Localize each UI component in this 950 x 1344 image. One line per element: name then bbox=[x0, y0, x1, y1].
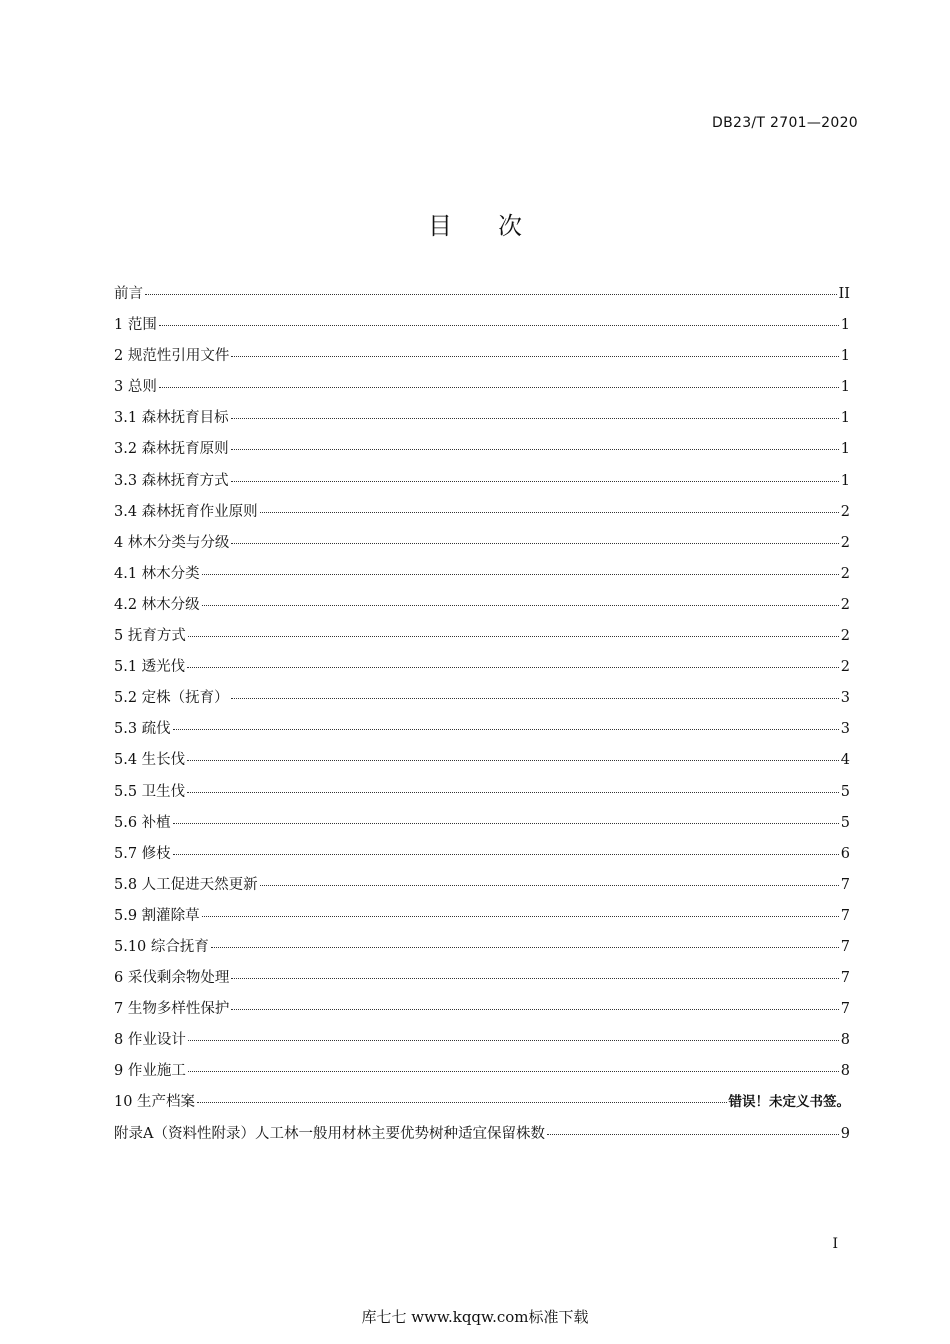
toc-entry[interactable] bbox=[114, 500, 850, 531]
dot-leader bbox=[231, 481, 839, 482]
toc-entry-label: 5.3 疏伐 bbox=[114, 721, 171, 738]
toc-entry-page: 7 bbox=[840, 876, 850, 893]
dot-leader bbox=[159, 387, 839, 388]
toc-entry[interactable] bbox=[114, 655, 850, 686]
toc-entry-page: 1 bbox=[840, 348, 850, 365]
toc-entry-page: 7 bbox=[840, 1001, 850, 1018]
toc-entry-page: 6 bbox=[840, 845, 850, 862]
page-number: I bbox=[832, 1236, 838, 1252]
toc-entry-label: 5.6 补植 bbox=[114, 814, 171, 831]
toc-entry-label: 前言 bbox=[114, 286, 143, 302]
toc-entry-label: 9 作业施工 bbox=[114, 1063, 186, 1080]
toc-entry[interactable] bbox=[114, 344, 850, 375]
toc-entry-label: 5.1 透光伐 bbox=[114, 659, 186, 676]
dot-leader bbox=[173, 729, 839, 730]
toc-entry[interactable] bbox=[114, 1028, 850, 1059]
toc-entry[interactable] bbox=[114, 873, 850, 904]
toc-entry-page: 1 bbox=[840, 472, 850, 489]
toc-entry-label: 3.4 森林抚育作业原则 bbox=[114, 503, 258, 520]
toc-entry-page: 2 bbox=[840, 534, 850, 551]
footer-watermark: 库七七 www.kqqw.com标准下载 bbox=[361, 1308, 589, 1326]
toc-entry[interactable] bbox=[114, 282, 850, 313]
toc-entry[interactable] bbox=[114, 562, 850, 593]
toc-entry-label: 6 采伐剩余物处理 bbox=[114, 970, 230, 987]
toc-entry-label: 10 生产档案 bbox=[114, 1094, 196, 1111]
toc-entry[interactable] bbox=[114, 997, 850, 1028]
toc-entry-page: 4 bbox=[840, 752, 850, 769]
toc-entry[interactable] bbox=[114, 437, 850, 468]
dot-leader bbox=[173, 823, 839, 824]
toc-entry-page: 8 bbox=[840, 1063, 850, 1080]
dot-leader bbox=[231, 543, 838, 544]
dot-leader bbox=[187, 760, 839, 761]
toc-entry-page: 2 bbox=[840, 596, 850, 613]
table-of-contents bbox=[114, 282, 850, 1153]
dot-leader bbox=[159, 325, 839, 326]
toc-entry[interactable] bbox=[114, 811, 850, 842]
dot-leader bbox=[202, 574, 839, 575]
dot-leader bbox=[202, 916, 839, 917]
doc-code: DB23/T 2701—2020 bbox=[712, 115, 858, 131]
toc-entry-label: 5.2 定株（抚育） bbox=[114, 690, 229, 707]
dot-leader bbox=[145, 294, 837, 295]
toc-entry-label: 附录A（资料性附录）人工林一般用材林主要优势树种适宜保留株数 bbox=[114, 1125, 545, 1142]
toc-entry[interactable] bbox=[114, 966, 850, 997]
dot-leader bbox=[173, 854, 839, 855]
toc-entry-page: 2 bbox=[840, 659, 850, 676]
dot-leader bbox=[231, 449, 839, 450]
dot-leader bbox=[197, 1102, 726, 1103]
toc-entry-label: 5.7 修枝 bbox=[114, 845, 171, 862]
dot-leader bbox=[187, 667, 839, 668]
toc-entry-page: 3 bbox=[840, 721, 850, 738]
toc-entry-label: 5 抚育方式 bbox=[114, 628, 186, 645]
dot-leader bbox=[260, 885, 839, 886]
dot-leader bbox=[231, 698, 839, 699]
toc-entry[interactable] bbox=[114, 313, 850, 344]
toc-entry-label: 4.2 林木分级 bbox=[114, 596, 200, 613]
toc-entry[interactable] bbox=[114, 717, 850, 748]
toc-entry-label: 7 生物多样性保护 bbox=[114, 1001, 230, 1018]
toc-entry-page: 错误！未定义书签。 bbox=[728, 1094, 850, 1111]
toc-entry[interactable] bbox=[114, 593, 850, 624]
dot-leader bbox=[231, 1009, 838, 1010]
toc-entry-page: 2 bbox=[840, 503, 850, 520]
toc-entry-page: 7 bbox=[840, 907, 850, 924]
toc-entry-label: 4.1 林木分类 bbox=[114, 565, 200, 582]
toc-entry[interactable] bbox=[114, 375, 850, 406]
toc-entry[interactable] bbox=[114, 469, 850, 500]
dot-leader bbox=[202, 605, 839, 606]
toc-entry-label: 1 范围 bbox=[114, 317, 157, 334]
dot-leader bbox=[547, 1134, 839, 1135]
dot-leader bbox=[231, 418, 839, 419]
dot-leader bbox=[231, 978, 838, 979]
toc-entry-page: 1 bbox=[840, 410, 850, 427]
toc-entry-page: 5 bbox=[840, 783, 850, 800]
toc-entry-page: 7 bbox=[840, 970, 850, 987]
toc-entry-page: 1 bbox=[840, 317, 850, 334]
toc-entry[interactable] bbox=[114, 748, 850, 779]
toc-entry[interactable] bbox=[114, 1090, 850, 1121]
toc-entry-page: 9 bbox=[840, 1125, 850, 1142]
toc-entry-page: 8 bbox=[840, 1032, 850, 1049]
toc-entry[interactable] bbox=[114, 624, 850, 655]
toc-entry-page: 1 bbox=[840, 379, 850, 396]
toc-entry-page: 7 bbox=[840, 938, 850, 955]
toc-entry-label: 3.3 森林抚育方式 bbox=[114, 472, 229, 489]
dot-leader bbox=[187, 792, 839, 793]
dot-leader bbox=[211, 947, 839, 948]
toc-entry[interactable] bbox=[114, 780, 850, 811]
toc-entry-label: 5.8 人工促进天然更新 bbox=[114, 876, 258, 893]
toc-entry[interactable] bbox=[114, 406, 850, 437]
toc-entry-page: 3 bbox=[840, 690, 850, 707]
dot-leader bbox=[188, 1071, 839, 1072]
toc-entry[interactable] bbox=[114, 904, 850, 935]
toc-entry[interactable] bbox=[114, 935, 850, 966]
toc-entry-label: 5.4 生长伐 bbox=[114, 752, 186, 769]
dot-leader bbox=[188, 1040, 839, 1041]
toc-entry-page: 2 bbox=[840, 565, 850, 582]
toc-entry-label: 5.5 卫生伐 bbox=[114, 783, 186, 800]
toc-entry[interactable] bbox=[114, 1122, 850, 1153]
toc-entry-label: 3.2 森林抚育原则 bbox=[114, 441, 229, 458]
toc-entry-label: 5.10 综合抚育 bbox=[114, 938, 209, 955]
toc-entry-label: 2 规范性引用文件 bbox=[114, 348, 230, 365]
toc-entry-label: 5.9 割灌除草 bbox=[114, 907, 200, 924]
toc-entry-label: 3 总则 bbox=[114, 379, 157, 396]
toc-entry-page: 1 bbox=[840, 441, 850, 458]
toc-entry-page: 5 bbox=[840, 814, 850, 831]
toc-entry[interactable] bbox=[114, 1059, 850, 1090]
toc-entry[interactable] bbox=[114, 686, 850, 717]
dot-leader bbox=[231, 356, 838, 357]
toc-entry-label: 3.1 森林抚育目标 bbox=[114, 410, 229, 427]
toc-entry[interactable] bbox=[114, 842, 850, 873]
toc-entry[interactable] bbox=[114, 531, 850, 562]
page-title: 目次 bbox=[428, 212, 568, 240]
toc-entry-page: 2 bbox=[840, 628, 850, 645]
dot-leader bbox=[188, 636, 839, 637]
toc-entry-page: II bbox=[838, 286, 850, 302]
toc-entry-label: 4 林木分类与分级 bbox=[114, 534, 230, 551]
dot-leader bbox=[260, 512, 839, 513]
toc-entry-label: 8 作业设计 bbox=[114, 1032, 186, 1049]
